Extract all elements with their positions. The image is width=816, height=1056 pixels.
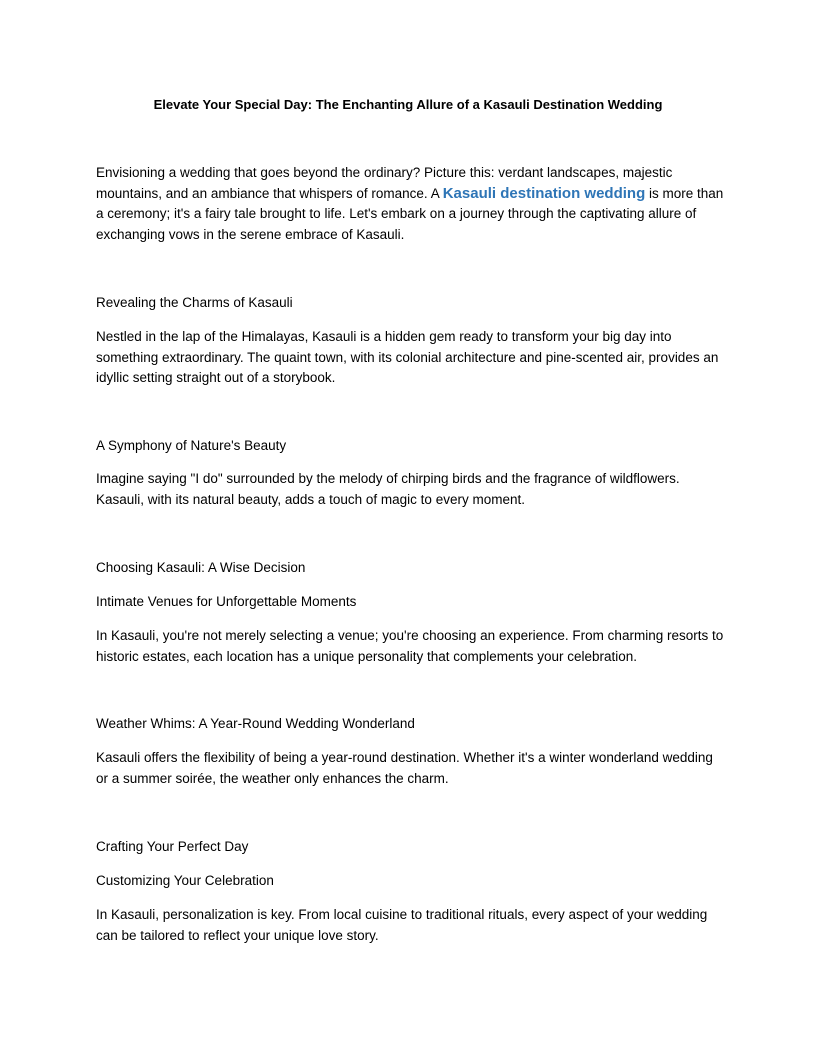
- section-paragraph: Imagine saying "I do" surrounded by the melody of chirping birds and the fragrance of wildflowers. Kasauli, with its natural beauty, adds a touch of magic to every moment.: [96, 471, 680, 507]
- section-heading: Crafting Your Perfect Day: [96, 839, 249, 854]
- section-paragraph: In Kasauli, you're not merely selecting a venue; you're choosing an experience. From charming resorts to historic estates, each location has a unique personality that complements your celebration.: [96, 628, 724, 664]
- section-paragraph: Nestled in the lap of the Himalayas, Kasauli is a hidden gem ready to transform your big day into something extraordinary. The quaint town, with its colonial architecture and pine-scented air, provides an idyllic setting straight out of a storybook.: [96, 329, 719, 385]
- section-subheading: Customizing Your Celebration: [96, 873, 274, 888]
- page-title: Elevate Your Special Day: The Enchanting Allure of a Kasauli Destination Wedding: [153, 97, 663, 112]
- intro-text-after-link: is more than a ceremony; it's a fairy tale brought to life. Let's embark on a journey through the captivating allure of exchanging vows in the serene embrace of Kasauli.: [96, 185, 724, 242]
- kasauli-destination-wedding-link[interactable]: Kasauli destination wedding: [442, 184, 646, 202]
- section-heading: Revealing the Charms of Kasauli: [96, 295, 293, 310]
- section-heading: Choosing Kasauli: A Wise Decision: [96, 560, 306, 575]
- section-subheading: Intimate Venues for Unforgettable Moments: [96, 594, 357, 609]
- section-paragraph: In Kasauli, personalization is key. From local cuisine to traditional rituals, every aspect of your wedding can be tailored to reflect your unique love story.: [96, 907, 708, 943]
- intro-text-before-link: Envisioning a wedding that goes beyond the ordinary? Picture this: verdant landscapes, majestic mountains, and an ambiance that whispers of romance. A: [96, 165, 673, 201]
- intro-paragraph: [96, 163, 728, 245]
- section-paragraph: Kasauli offers the flexibility of being a year-round destination. Whether it's a winter wonderland wedding or a summer soirée, the weather only enhances the charm.: [96, 750, 713, 786]
- section-heading: Weather Whims: A Year-Round Wedding Wonderland: [96, 716, 415, 731]
- section-heading: A Symphony of Nature's Beauty: [96, 438, 287, 453]
